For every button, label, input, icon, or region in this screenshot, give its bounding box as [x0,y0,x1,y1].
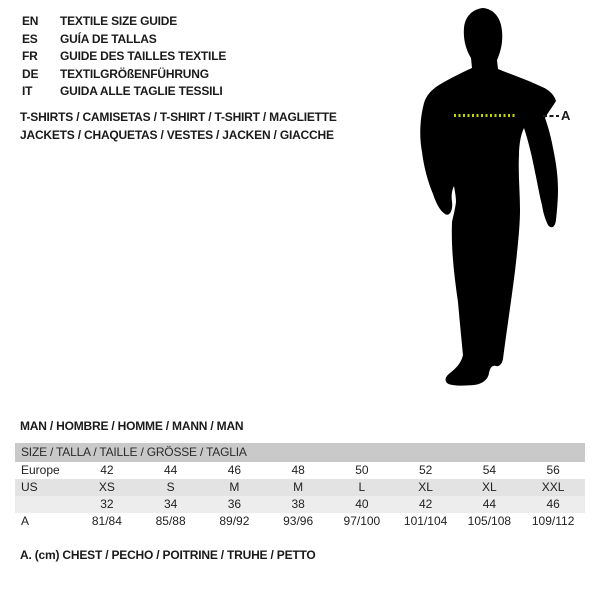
table-cell: 101/104 [403,514,448,528]
table-cell: S [166,480,175,494]
table-cell: M [293,480,304,494]
table-cell: 105/108 [467,514,512,528]
table-cell: 42 [100,463,114,477]
table-cell: 85/88 [155,514,186,528]
language-label: TEXTILE SIZE GUIDE [60,14,178,28]
table-row-us [15,479,585,496]
chest-measure-dotted-line [454,114,516,117]
table-cell: 38 [291,497,305,511]
row-label [15,496,75,513]
language-label: GUÍA DE TALLAS [60,31,157,46]
row-label: US [21,480,38,494]
table-cell: 34 [163,497,178,511]
table-cell: 52 [418,463,433,477]
category-tshirts: T-SHIRTS / CAMISETAS / T-SHIRT / T-SHIRT / MAGLIETTE [20,110,337,124]
language-code: IT [22,84,33,98]
garment-categories [20,108,337,144]
table-cell: 46 [546,497,560,511]
table-cell: 89/92 [219,514,250,528]
section-title-man: MAN / HOMBRE / HOMME / MANN / MAN [20,419,244,433]
language-code: DE [22,66,39,81]
table-cell: M [229,480,240,494]
category-jackets: JACKETS / CHAQUETAS / VESTES / JACKEN / GIACCHE [20,128,334,142]
table-cell: 46 [227,463,242,477]
language-label: GUIDA ALLE TAGLIE TESSILI [60,84,223,98]
table-cell: 50 [355,463,369,477]
table-cell: 48 [291,463,305,477]
table-row-europe [15,462,585,479]
size-table-header: SIZE / TALLA / TAILLE / GRÖSSE / TAGLIA [15,443,585,462]
size-table [15,443,585,530]
table-cell: XS [98,480,115,494]
table-cell: 93/96 [283,514,314,528]
table-cell: 42 [418,497,433,511]
table-cell: 56 [546,463,560,477]
measure-label-a: A [561,108,571,123]
chest-footnote: A. (cm) CHEST / PECHO / POITRINE / TRUHE / PETTO [20,548,316,562]
table-cell: XL [482,480,497,494]
table-cell: 40 [355,497,369,511]
table-cell: 54 [482,463,497,477]
table-cell: XXL [541,480,565,494]
language-row-en [22,13,226,31]
measure-leader-dashes [543,115,559,117]
language-list [22,13,226,101]
table-cell: 32 [100,497,114,511]
table-cell: 36 [227,497,242,511]
language-row-de [22,66,226,84]
language-code: ES [22,31,38,46]
language-row-it [22,83,226,101]
language-label: GUIDE DES TAILLES TEXTILE [60,49,227,63]
language-label: TEXTILGRÖßENFÜHRUNG [60,66,209,81]
table-row-numeric [15,496,585,513]
language-row-fr [22,48,226,66]
man-silhouette-figure [405,5,575,395]
table-cell: 109/112 [531,514,575,528]
language-row-es [22,31,226,49]
table-cell: 44 [482,497,497,511]
table-cell: L [358,480,366,494]
language-code: EN [22,14,39,28]
table-row-chest [15,513,585,530]
language-code: FR [22,49,38,63]
man-silhouette [405,5,575,395]
table-cell: 44 [163,463,178,477]
table-cell: 81/84 [91,514,122,528]
table-cell: XL [418,480,433,494]
row-label: Europe [21,463,60,477]
row-label: A [21,514,30,528]
table-cell: 97/100 [343,514,381,528]
